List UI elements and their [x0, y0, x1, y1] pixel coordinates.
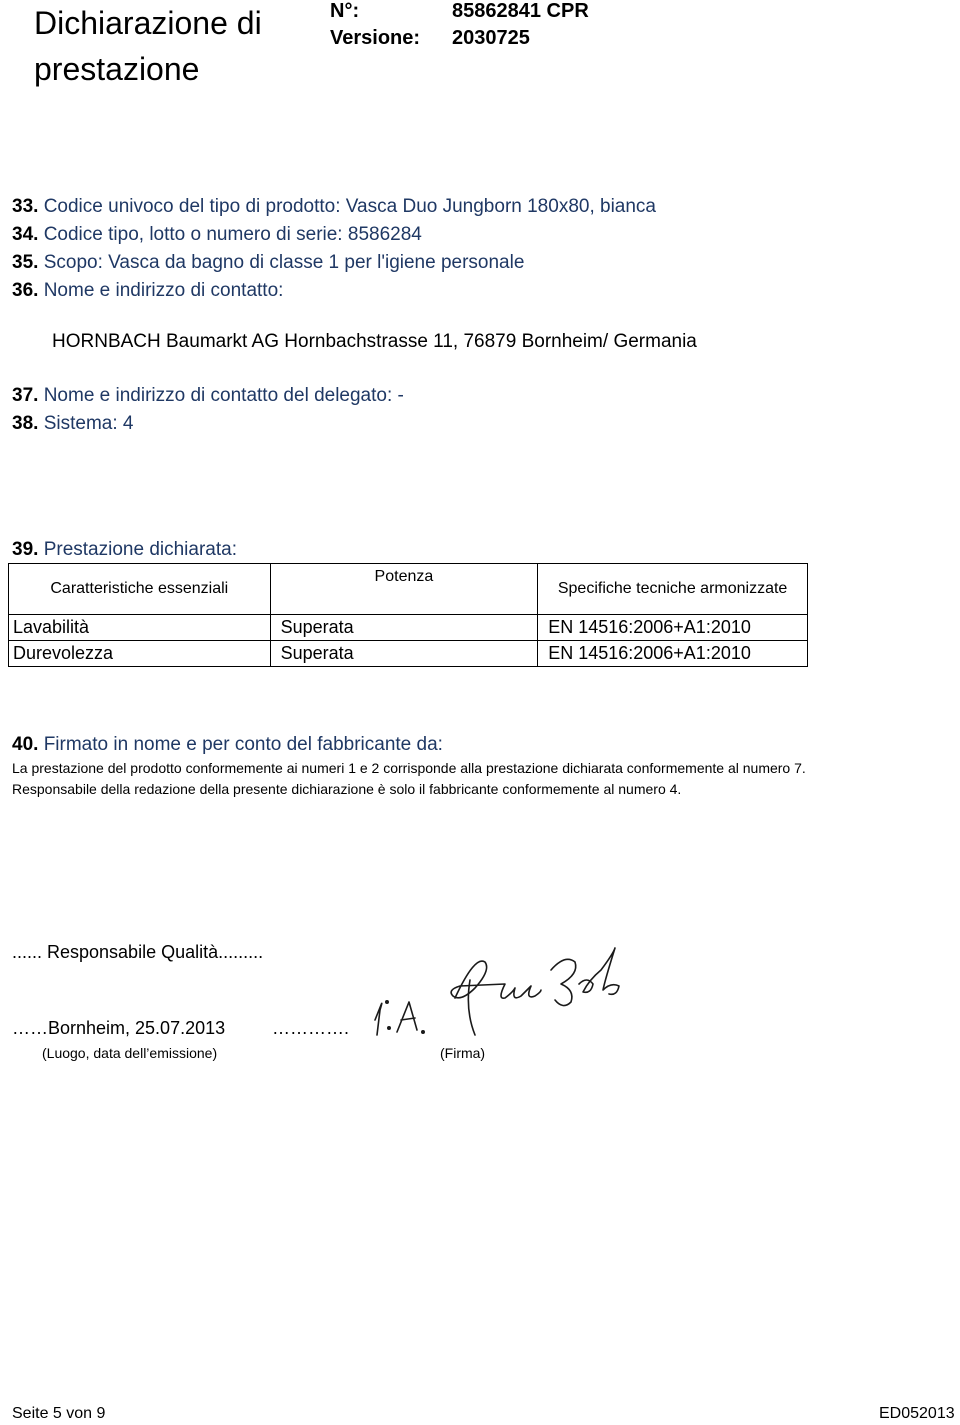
performance-table	[8, 563, 808, 667]
table-cell: EN 14516:2006+A1:2010	[538, 641, 808, 667]
statement-line-2: Responsabile della redazione della presente dichiarazione è solo il fabbricante conformemente al numero 4.	[12, 781, 682, 797]
item-number: 35.	[12, 252, 39, 273]
item-36	[12, 279, 283, 303]
item-label: Nome e indirizzo di contatto del delegato:	[43, 385, 393, 406]
signature-caption: (Firma)	[440, 1045, 486, 1061]
version-value: 2030725	[452, 27, 530, 49]
item-33	[12, 195, 656, 219]
handwritten-signature	[365, 940, 635, 1045]
document-code: ED052013	[879, 1405, 955, 1422]
item-label: Scopo:	[43, 252, 103, 273]
document-title: Dichiarazione di prestazione	[34, 5, 262, 87]
column-header: Caratteristiche essenziali	[9, 564, 271, 615]
item-number: 38.	[12, 413, 39, 434]
table-row	[9, 641, 808, 667]
item-label: Firmato in nome e per conto del fabbricante da:	[43, 734, 443, 755]
table-header-row	[9, 564, 808, 615]
item-value: Vasca Duo Jungborn 180x80, bianca	[345, 196, 656, 217]
table-cell: EN 14516:2006+A1:2010	[538, 615, 808, 641]
column-header: Potenza	[270, 564, 538, 615]
column-header: Specifiche tecniche armonizzate	[538, 564, 808, 615]
item-value: 8586284	[347, 224, 422, 245]
place-date: ……Bornheim, 25.07.2013	[12, 1018, 226, 1038]
page-number: Seite 5 von 9	[12, 1405, 106, 1422]
table-cell: Superata	[270, 641, 538, 667]
item-number: 40.	[12, 734, 39, 755]
signature-dots: ………….	[272, 1018, 350, 1038]
item-label: Sistema:	[43, 413, 118, 434]
item-label: Nome e indirizzo di contatto:	[43, 280, 284, 301]
table-row	[9, 615, 808, 641]
table-cell: Superata	[270, 615, 538, 641]
version-label: Versione:	[330, 27, 421, 49]
item-number: 34.	[12, 224, 39, 245]
role-title: ...... Responsabile Qualità.........	[12, 942, 264, 962]
item-37	[12, 384, 404, 408]
contact-address: HORNBACH Baumarkt AG Hornbachstrasse 11, 76879 Bornheim/ Germania	[52, 331, 697, 352]
item-label: Codice tipo, lotto o numero di serie:	[43, 224, 343, 245]
item-number: 33.	[12, 196, 39, 217]
item-number: 39.	[12, 539, 39, 560]
place-date-caption: (Luogo, data dell’emissione)	[42, 1045, 218, 1061]
item-number: 36.	[12, 280, 39, 301]
item-value: -	[397, 385, 404, 406]
item-39	[12, 538, 237, 562]
item-value: 4	[122, 413, 134, 434]
table-cell: Durevolezza	[9, 641, 271, 667]
table-cell: Lavabilità	[9, 615, 271, 641]
number-value: 85862841 CPR	[452, 0, 589, 22]
item-value: Vasca da bagno di classe 1 per l'igiene personale	[108, 252, 525, 273]
item-label: Codice univoco del tipo di prodotto:	[43, 196, 341, 217]
item-40	[12, 733, 443, 757]
item-38	[12, 412, 133, 436]
statement-line-1: La prestazione del prodotto conformemente ai numeri 1 e 2 corrisponde alla prestazione dichiarata conformemente al numero 7.	[12, 760, 806, 776]
item-label: Prestazione dichiarata:	[43, 539, 237, 560]
item-34	[12, 223, 422, 247]
number-label: N°:	[330, 0, 360, 22]
item-35	[12, 251, 524, 275]
item-number: 37.	[12, 385, 39, 406]
